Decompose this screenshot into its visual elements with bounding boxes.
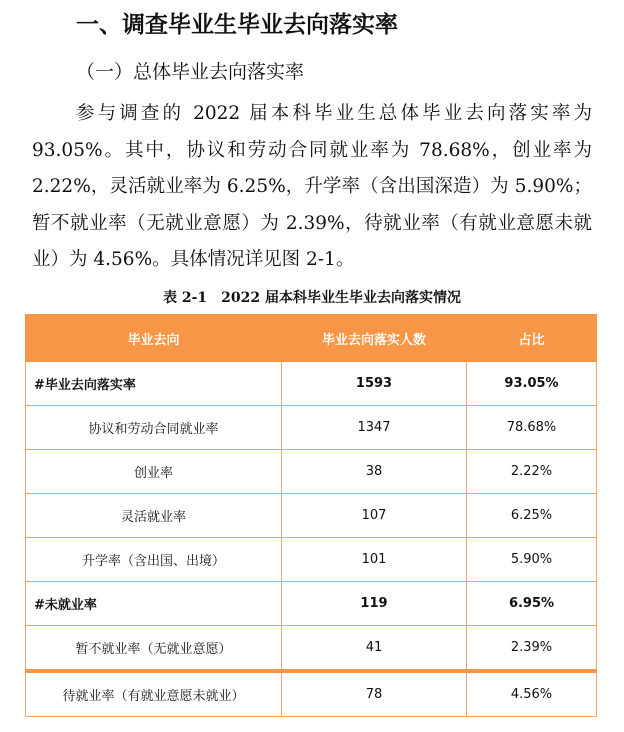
row-label: 升学率（含出国、出境） — [26, 538, 282, 582]
table-row — [26, 582, 597, 626]
row-label: 创业率 — [26, 450, 282, 494]
row-label: 协议和劳动合同就业率 — [26, 406, 282, 450]
row-label: 暂不就业率（无就业意愿） — [26, 626, 282, 672]
table-row — [26, 626, 597, 672]
table-row — [26, 494, 597, 538]
header-cell: 毕业去向 — [26, 315, 282, 362]
table-row — [26, 671, 597, 717]
body-paragraph: 参与调查的 2022 届本科毕业生总体毕业去向落实率为 93.05%。其中，协议和劳动合同就业率为 78.68%，创业率为 2.22%，灵活就业率为 6.25%，升学率（含出国深造）为 5.90%；暂不就业率（无就业意愿）为 2.39%，待就业率（有就业意愿未就业）为 4.56%。具体情况详见图 2-1。 — [32, 103, 592, 270]
row-label: 灵活就业率 — [26, 494, 282, 538]
row-pct: 78.68% — [467, 406, 597, 450]
row-pct: 4.56% — [467, 671, 597, 717]
row-label: #毕业去向落实率 — [26, 362, 282, 406]
row-pct: 93.05% — [467, 362, 597, 406]
row-count: 107 — [282, 494, 467, 538]
row-count: 119 — [282, 582, 467, 626]
section-heading: 一、调查毕业生毕业去向落实率 — [76, 12, 398, 38]
header-cell: 毕业去向落实人数 — [282, 315, 467, 362]
table-row — [26, 362, 597, 406]
row-count: 1347 — [282, 406, 467, 450]
subsection-heading: （一）总体毕业去向落实率 — [76, 61, 305, 83]
row-pct: 2.22% — [467, 450, 597, 494]
table-row — [26, 538, 597, 582]
header-cell: 占比 — [467, 315, 597, 362]
row-pct: 5.90% — [467, 538, 597, 582]
row-count: 38 — [282, 450, 467, 494]
table-header — [26, 315, 597, 362]
row-count: 101 — [282, 538, 467, 582]
table-caption: 表 2-1 2022 届本科毕业生毕业去向落实情况 — [162, 290, 461, 306]
row-label: 待就业率（有就业意愿未就业） — [26, 671, 282, 717]
row-pct: 6.95% — [467, 582, 597, 626]
row-pct: 2.39% — [467, 626, 597, 672]
row-count: 78 — [282, 671, 467, 717]
table-row — [26, 450, 597, 494]
row-pct: 6.25% — [467, 494, 597, 538]
outcome-table — [25, 314, 597, 717]
row-count: 41 — [282, 626, 467, 672]
table-row — [26, 406, 597, 450]
row-count: 1593 — [282, 362, 467, 406]
row-label: #未就业率 — [26, 582, 282, 626]
